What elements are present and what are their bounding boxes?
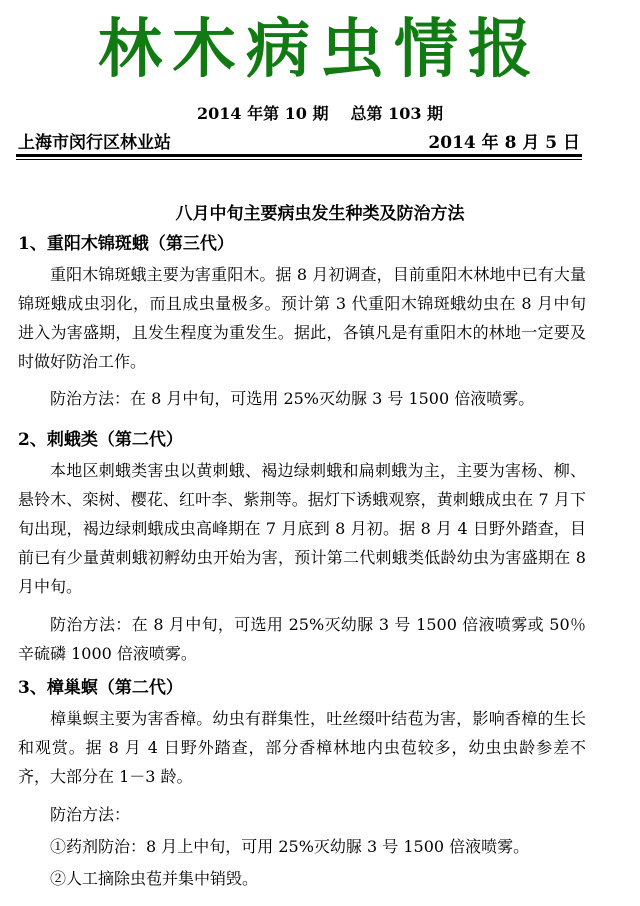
section-heading: 2、刺蛾类（第二代） <box>18 430 183 450</box>
issue-line <box>0 104 640 124</box>
header-rule-thick <box>16 154 582 157</box>
section-heading: 1、重阳木锦斑蛾（第三代） <box>18 234 234 254</box>
method-item: ②人工摘除虫苞并集中销毁。 <box>50 869 259 888</box>
method-item: ①药剂防治：8 月上中旬，可用 25%灭幼脲 3 号 1500 倍液喷雾。 <box>50 837 530 856</box>
section-body: 重阳木锦斑蛾主要为害重阳木。据 8 月初调查，目前重阳木林地中已有大量锦斑蛾成虫羽化，而且成虫量极多。预计第 3 代重阳木锦斑蛾幼虫在 8 月中旬进入为害盛期，且发生程度为重发生。据此，各镇凡是有重阳木的林地一定要及时做好防治工作。 <box>18 265 586 371</box>
section-method: 防治方法：在 8 月中旬，可选用 25%灭幼脲 3 号 1500 倍液喷雾。 <box>50 389 535 408</box>
section-method: 防治方法： <box>50 805 131 824</box>
section-heading: 3、樟巢螟（第二代） <box>18 678 183 698</box>
article-title: 八月中旬主要病虫发生种类及防治方法 <box>175 204 465 224</box>
header-rule-thin <box>16 159 582 160</box>
section-body: 樟巢螟主要为害香樟。幼虫有群集性，吐丝缀叶结苞为害，影响香樟的生长和观赏。据 8 月 4 日野外踏查，部分香樟林地内虫苞较多，幼虫虫龄参差不齐，大部分在 1－3 龄。 <box>18 709 586 786</box>
section-method: 防治方法：在 8 月中旬，可选用 25%灭幼脲 3 号 1500 倍液喷雾或 50％辛硫磷 1000 倍液喷雾。 <box>18 615 586 663</box>
publish-date: 2014 年 8 月 5 日 <box>428 133 580 153</box>
masthead-title: 林木病虫情报 <box>98 13 542 87</box>
publisher: 上海市闵行区林业站 <box>18 133 171 153</box>
section-body: 本地区刺蛾类害虫以黄刺蛾、褐边绿刺蛾和扁刺蛾为主，主要为害杨、柳、悬铃木、栾树、樱花、红叶李、紫荆等。据灯下诱蛾观察，黄刺蛾成虫在 7 月下旬出现，褐边绿刺蛾成虫高峰期在 7 月底到 8 月初。据 8 月 4 日野外踏查，目前已有少量黄刺蛾初孵幼虫开始为害，预计第二代刺蛾类低龄幼虫为害盛期在 8 月中旬。 <box>18 461 586 596</box>
total-issue-number: 总第 103 期 <box>350 104 444 123</box>
issue-number: 2014 年第 10 期 <box>196 104 329 123</box>
